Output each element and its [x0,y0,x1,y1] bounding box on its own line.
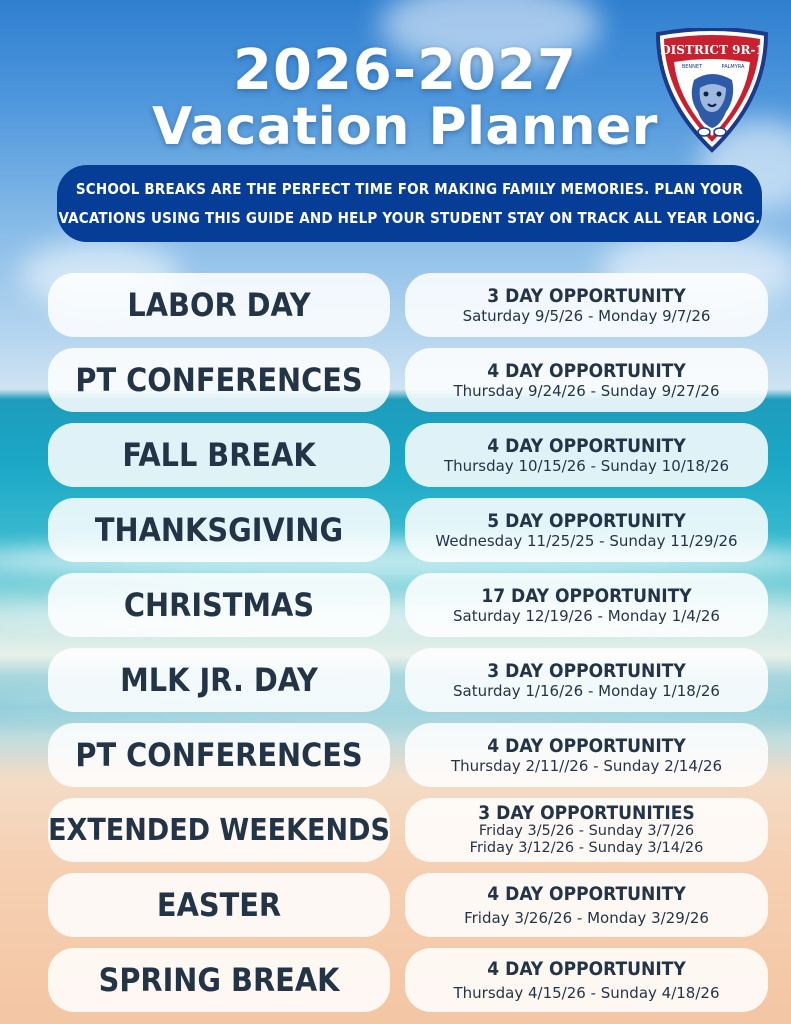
svg-text:PALMYRA: PALMYRA [721,64,745,70]
break-details [405,948,768,1012]
date-range: Thursday 2/11//26 - Sunday 2/14/26 [450,756,723,775]
opportunity-label: 4 DAY OPPORTUNITY [487,359,686,382]
break-name: SPRING BREAK [48,948,390,1012]
date-range: Thursday 10/15/26 - Sunday 10/18/26 [443,456,730,475]
date-range: Friday 3/5/26 - Sunday 3/7/26 [478,823,695,839]
break-row-thanksgiving [0,498,791,562]
date-range: Thursday 9/24/26 - Sunday 9/27/26 [453,381,720,400]
break-details [405,573,768,637]
opportunity-label: 4 DAY OPPORTUNITY [487,882,686,905]
break-row-pt-conferences-spring [0,723,791,787]
opportunity-label: 4 DAY OPPORTUNITY [487,734,686,757]
opportunity-label: 4 DAY OPPORTUNITY [487,957,686,980]
date-range: Saturday 1/16/26 - Monday 1/18/26 [453,681,720,700]
break-name: CHRISTMAS [48,573,390,637]
opportunity-label: 3 DAY OPPORTUNITY [487,659,686,682]
opportunity-label: 4 DAY OPPORTUNITY [487,434,686,457]
break-row-spring-break [0,948,791,1012]
banner-line-1: SCHOOL BREAKS ARE THE PERFECT TIME FOR MAKING FAMILY MEMORIES. PLAN YOUR [75,179,744,198]
break-details [405,873,768,937]
break-details [405,273,768,337]
opportunity-label: 3 DAY OPPORTUNITIES [478,802,695,824]
break-row-mlk-day [0,648,791,712]
break-details [405,723,768,787]
break-name: THANKSGIVING [48,498,390,562]
break-details [405,348,768,412]
banner-line-2: VACATIONS USING THIS GUIDE AND HELP YOUR STUDENT STAY ON TRACK ALL YEAR LONG. [58,208,761,227]
break-details [405,423,768,487]
break-details [405,498,768,562]
break-name: PT CONFERENCES [48,723,390,787]
break-details [405,798,768,862]
break-name: LABOR DAY [48,273,390,337]
opportunity-label: 3 DAY OPPORTUNITY [487,284,686,307]
page-title: Vacation Planner [152,97,658,157]
date-range: Wednesday 11/25/25 - Sunday 11/29/26 [435,531,738,550]
page-title-year: 2026-2027 [233,38,577,103]
break-row-christmas [0,573,791,637]
break-row-labor-day [0,273,791,337]
break-name: EASTER [48,873,390,937]
svg-text:BENNET: BENNET [681,64,703,70]
break-details [405,648,768,712]
break-row-easter [0,873,791,937]
break-name: EXTENDED WEEKENDS [48,798,390,862]
date-range: Friday 3/12/26 - Sunday 3/14/26 [469,840,704,856]
date-range: Friday 3/26/26 - Monday 3/29/26 [464,908,709,927]
break-name: PT CONFERENCES [48,348,390,412]
date-range: Saturday 9/5/26 - Monday 9/7/26 [462,306,711,325]
date-range: Thursday 4/15/26 - Sunday 4/18/26 [453,983,720,1002]
svg-text:DISTRICT 9R-1: DISTRICT 9R-1 [660,43,764,57]
break-name: FALL BREAK [48,423,390,487]
intro-banner [57,165,762,242]
date-range: Saturday 12/19/26 - Monday 1/4/26 [453,606,720,625]
break-row-extended-weekends [0,798,791,862]
break-name: MLK JR. DAY [48,648,390,712]
break-row-fall-break [0,423,791,487]
break-row-pt-conferences-fall [0,348,791,412]
opportunity-label: 5 DAY OPPORTUNITY [487,509,686,532]
opportunity-label: 17 DAY OPPORTUNITY [481,584,692,607]
district-logo [654,28,770,154]
